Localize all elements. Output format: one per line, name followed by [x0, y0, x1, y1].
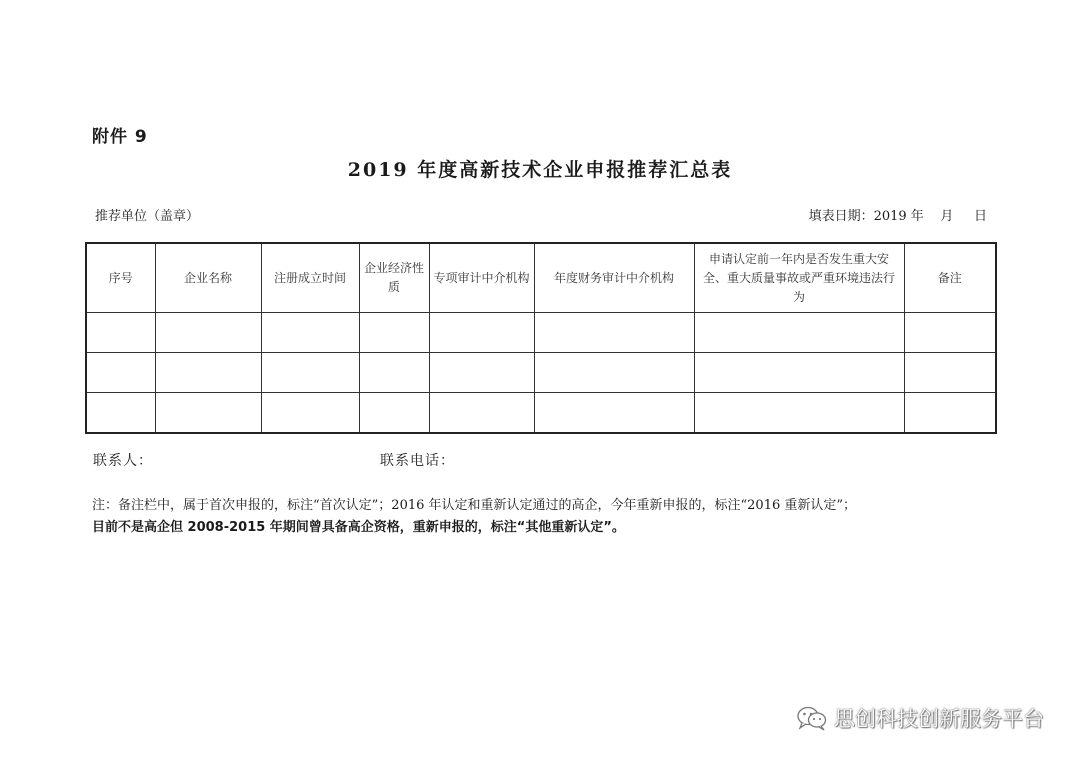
table-cell [694, 313, 904, 353]
wechat-icon [796, 705, 828, 731]
attachment-label: 附件 9 [92, 127, 148, 147]
table-cell [429, 393, 534, 434]
table-cell [86, 393, 155, 434]
table-cell [694, 393, 904, 434]
col-header-violation-check: 申请认定前一年内是否发生重大安全、重大质量事故或严重环境违法行为 [694, 243, 904, 313]
table-cell [86, 353, 155, 393]
table-cell [534, 393, 694, 434]
contact-phone-label: 联系电话： [380, 453, 455, 469]
table-cell [694, 353, 904, 393]
watermark-text: 思创科技创新服务平台 [834, 707, 1044, 731]
col-header-remarks: 备注 [904, 243, 996, 313]
table-cell [904, 393, 996, 434]
fill-date-label: 填表日期：2019 年 月 日 [808, 209, 987, 224]
note-line-2: 目前不是高企但 2008-2015 年期间曾具备高企资格，重新申报的，标注“其他重新认定”。 [92, 520, 625, 535]
table-cell [534, 353, 694, 393]
table-cell [261, 353, 359, 393]
table-cell [359, 353, 429, 393]
table-cell [261, 313, 359, 353]
table-row [86, 393, 996, 434]
col-header-company-name: 企业名称 [155, 243, 261, 313]
table-cell [86, 313, 155, 353]
table-row [86, 313, 996, 353]
table-cell [429, 313, 534, 353]
table-cell [429, 353, 534, 393]
col-header-registration-date: 注册成立时间 [261, 243, 359, 313]
table-cell [155, 393, 261, 434]
table-cell [261, 393, 359, 434]
table-cell [904, 353, 996, 393]
page-title: 2019 年度高新技术企业申报推荐汇总表 [347, 159, 733, 181]
table-cell [359, 313, 429, 353]
recommend-unit-label: 推荐单位（盖章） [95, 209, 200, 224]
table-header-row [86, 243, 996, 313]
watermark [796, 703, 1044, 733]
table-cell [155, 313, 261, 353]
table-row [86, 353, 996, 393]
summary-table [85, 242, 997, 434]
table-cell [155, 353, 261, 393]
col-header-annual-audit-agency: 年度财务审计中介机构 [534, 243, 694, 313]
table-cell [904, 313, 996, 353]
note-line-1: 注：备注栏中，属于首次申报的，标注“首次认定”；2016 年认定和重新认定通过的高企，今年重新申报的，标注“2016 重新认定”； [92, 498, 857, 513]
table-cell [359, 393, 429, 434]
col-header-index: 序号 [86, 243, 155, 313]
col-header-special-audit-agency: 专项审计中介机构 [429, 243, 534, 313]
contact-person-label: 联系人： [93, 453, 153, 469]
col-header-economic-nature: 企业经济性质 [359, 243, 429, 313]
table-cell [534, 313, 694, 353]
